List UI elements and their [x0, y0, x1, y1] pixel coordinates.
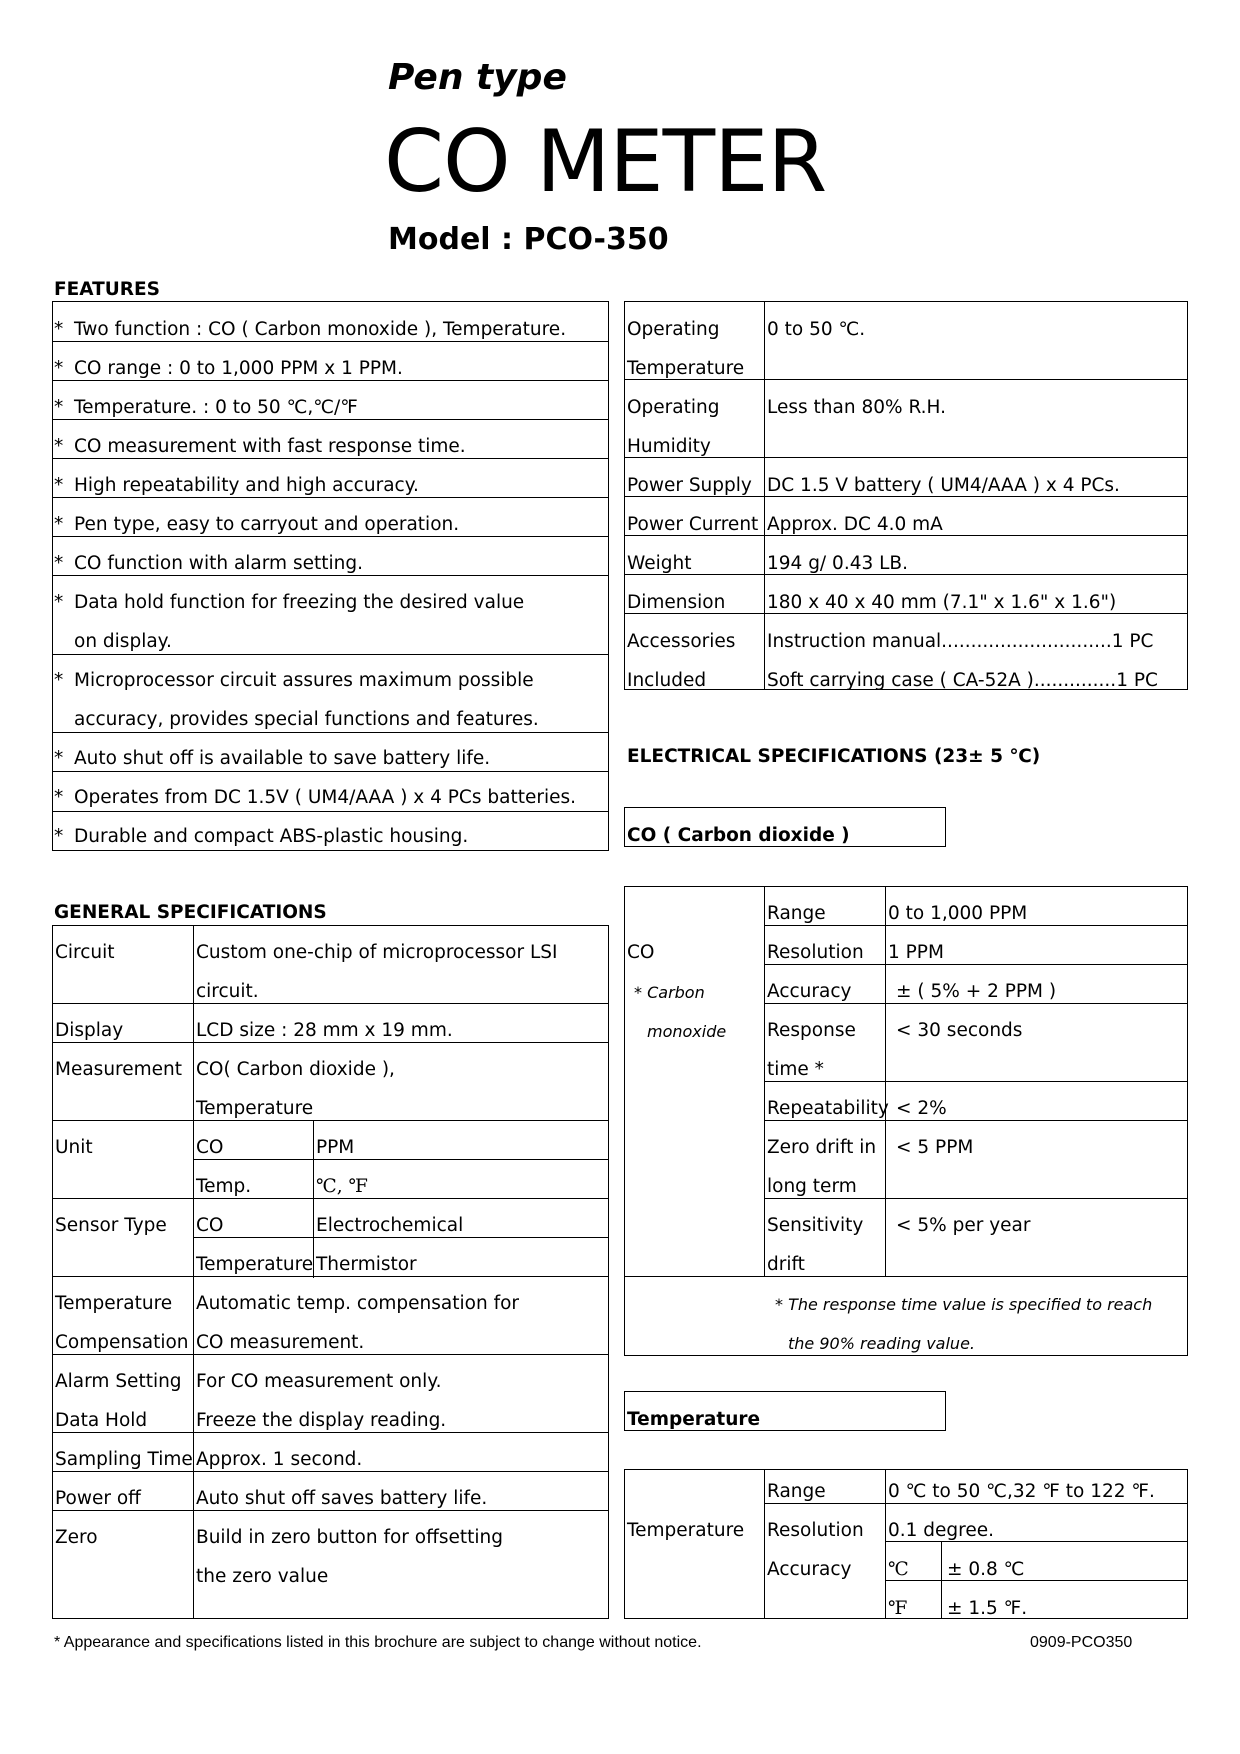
display-value: LCD size : 28 mm x 19 mm.	[196, 1020, 453, 1041]
measurement-value: CO( Carbon dioxide ),	[196, 1059, 395, 1080]
feature-bullet: *	[54, 748, 64, 769]
feature-bullet: *	[54, 553, 64, 574]
sampling-label: Sampling Time	[55, 1449, 193, 1470]
sensor-co-value: Electrochemical	[316, 1215, 464, 1236]
op-temp-label: Operating	[627, 319, 720, 340]
feature-bullet: *	[54, 319, 64, 340]
unit-temp: Temp.	[196, 1176, 252, 1197]
list-item: CO measurement with fast response time.	[74, 436, 466, 457]
accuracy-label: Accuracy	[767, 981, 852, 1002]
op-temp-value: 0 to 50 ℃.	[767, 319, 866, 340]
accuracy-value: ± ( 5% + 2 PPM )	[896, 981, 1057, 1002]
temp-accuracy-value-c: ± 0.8 ℃	[947, 1559, 1025, 1580]
temp-accuracy-value-f: ± 1.5 ℉.	[947, 1598, 1028, 1619]
list-item: Auto shut off is available to save battery life.	[74, 748, 491, 769]
measurement-value: Temperature	[196, 1098, 314, 1119]
zero-value: Build in zero button for offsetting	[196, 1527, 503, 1548]
circuit-value: Custom one-chip of microprocessor LSI	[196, 942, 558, 963]
response-label: Response	[767, 1020, 856, 1041]
power-off-label: Power off	[55, 1488, 141, 1509]
accessories-label: Included	[627, 670, 707, 691]
dimension-label: Dimension	[627, 592, 726, 613]
power-off-value: Auto shut off saves battery life.	[196, 1488, 488, 1509]
range-value: 0 to 1,000 PPM	[888, 903, 1028, 924]
accessories-value: Instruction manual.............................1 PC	[767, 631, 1154, 652]
range-label: Range	[767, 903, 826, 924]
list-item: High repeatability and high accuracy.	[74, 475, 419, 496]
weight-value: 194 g/ 0.43 LB.	[767, 553, 908, 574]
resolution-label: Resolution	[767, 942, 864, 963]
zero-label: Zero	[55, 1527, 98, 1548]
list-item: on display.	[74, 631, 172, 652]
temp-comp-label: Temperature	[55, 1293, 173, 1314]
page-title: CO METER	[384, 112, 827, 212]
temp-heading: Temperature	[627, 1409, 761, 1430]
list-item: CO function with alarm setting.	[74, 553, 363, 574]
dimension-value: 180 x 40 x 40 mm (7.1" x 1.6" x 1.6")	[767, 592, 1117, 613]
co-heading: CO ( Carbon dioxide )	[627, 825, 850, 846]
sampling-value: Approx. 1 second.	[196, 1449, 363, 1470]
feature-bullet: *	[54, 397, 64, 418]
list-item: Microprocessor circuit assures maximum possible	[74, 670, 534, 691]
feature-bullet: *	[54, 787, 64, 808]
measurement-label: Measurement	[55, 1059, 183, 1080]
sensitivity-value: < 5% per year	[896, 1215, 1031, 1236]
feature-bullet: *	[54, 514, 64, 535]
op-humidity-label: Humidity	[627, 436, 711, 457]
list-item: Data hold function for freezing the desired value	[74, 592, 525, 613]
list-item: Operates from DC 1.5V ( UM4/AAA ) x 4 PCs batteries.	[74, 787, 576, 808]
op-humidity-label: Operating	[627, 397, 720, 418]
op-temp-label: Temperature	[627, 358, 745, 379]
subtitle: Pen type	[388, 57, 567, 98]
unit-co-value: PPM	[316, 1137, 355, 1158]
zero-drift-label: long term	[767, 1176, 857, 1197]
unit-label: Unit	[55, 1137, 93, 1158]
zero-drift-value: < 5 PPM	[896, 1137, 974, 1158]
alarm-value: For CO measurement only.	[196, 1371, 442, 1392]
repeatability-label: Repeatability	[767, 1098, 889, 1119]
feature-bullet: *	[54, 670, 64, 691]
power-supply-value: DC 1.5 V battery ( UM4/AAA ) x 4 PCs.	[767, 475, 1120, 496]
unit-co: CO	[196, 1137, 224, 1158]
zero-value: the zero value	[196, 1566, 329, 1587]
accessories-label: Accessories	[627, 631, 736, 652]
resolution-value: 1 PPM	[888, 942, 944, 963]
list-item: accuracy, provides special functions and features.	[74, 709, 539, 730]
list-item: CO range : 0 to 1,000 PPM x 1 PPM.	[74, 358, 403, 379]
alarm-label: Alarm Setting	[55, 1371, 182, 1392]
electrical-heading: ELECTRICAL SPECIFICATIONS (23± 5 ℃)	[627, 746, 1041, 767]
sensitivity-label: Sensitivity	[767, 1215, 864, 1236]
data-hold-label: Data Hold	[55, 1410, 148, 1431]
list-item: Temperature. : 0 to 50 ℃,℃/℉	[74, 397, 358, 418]
co-group-label: CO	[627, 942, 655, 963]
temp-comp-value: CO measurement.	[196, 1332, 365, 1353]
response-label: time *	[767, 1059, 824, 1080]
repeatability-value: < 2%	[896, 1098, 947, 1119]
general-heading: GENERAL SPECIFICATIONS	[54, 902, 327, 923]
display-label: Display	[55, 1020, 124, 1041]
feature-bullet: *	[54, 475, 64, 496]
response-value: < 30 seconds	[896, 1020, 1023, 1041]
features-heading: FEATURES	[54, 279, 161, 300]
co-group-label: monoxide	[647, 1022, 727, 1041]
power-current-label: Power Current	[627, 514, 759, 535]
feature-bullet: *	[54, 592, 64, 613]
temp-range-value: 0 ℃ to 50 ℃,32 ℉ to 122 ℉.	[888, 1481, 1155, 1502]
feature-bullet: *	[54, 436, 64, 457]
sensor-co: CO	[196, 1215, 224, 1236]
co-group-label: * Carbon	[634, 983, 705, 1002]
power-current-value: Approx. DC 4.0 mA	[767, 514, 943, 535]
list-item: Two function : CO ( Carbon monoxide ), Temperature.	[74, 319, 567, 340]
list-item: Pen type, easy to carryout and operation.	[74, 514, 460, 535]
circuit-value: circuit.	[196, 981, 259, 1002]
footer-code: 0909-PCO350	[1030, 1634, 1133, 1651]
feature-bullet: *	[54, 826, 64, 847]
temp-group-label: Temperature	[627, 1520, 745, 1541]
footer-note: * Appearance and specifications listed in this brochure are subject to change without notice.	[54, 1634, 702, 1651]
list-item: Durable and compact ABS-plastic housing.	[74, 826, 469, 847]
feature-bullet: *	[54, 358, 64, 379]
circuit-label: Circuit	[55, 942, 115, 963]
temp-comp-label: Compensation	[55, 1332, 189, 1353]
temp-resolution-label: Resolution	[767, 1520, 864, 1541]
temp-accuracy-unit-c: ℃	[888, 1559, 909, 1580]
unit-temp-value: ℃, ℉	[316, 1176, 368, 1197]
accessories-value: Soft carrying case ( CA-52A )..............1 PC	[767, 670, 1158, 691]
sensor-label: Sensor Type	[55, 1215, 167, 1236]
data-hold-value: Freeze the display reading.	[196, 1410, 447, 1431]
model-name: Model : PCO-350	[388, 222, 669, 257]
zero-drift-label: Zero drift in	[767, 1137, 877, 1158]
temp-comp-value: Automatic temp. compensation for	[196, 1293, 520, 1314]
response-note: * The response time value is specified to reach	[775, 1295, 1153, 1314]
sensor-temp-value: Thermistor	[316, 1254, 417, 1275]
temp-accuracy-label: Accuracy	[767, 1559, 852, 1580]
power-supply-label: Power Supply	[627, 475, 752, 496]
sensor-temp: Temperature	[196, 1254, 314, 1275]
temp-resolution-value: 0.1 degree.	[888, 1520, 995, 1541]
weight-label: Weight	[627, 553, 692, 574]
temp-range-label: Range	[767, 1481, 826, 1502]
response-note: the 90% reading value.	[788, 1334, 975, 1353]
op-humidity-value: Less than 80% R.H.	[767, 397, 946, 418]
sensitivity-label: drift	[767, 1254, 805, 1275]
temp-accuracy-unit-f: ℉	[888, 1598, 908, 1619]
